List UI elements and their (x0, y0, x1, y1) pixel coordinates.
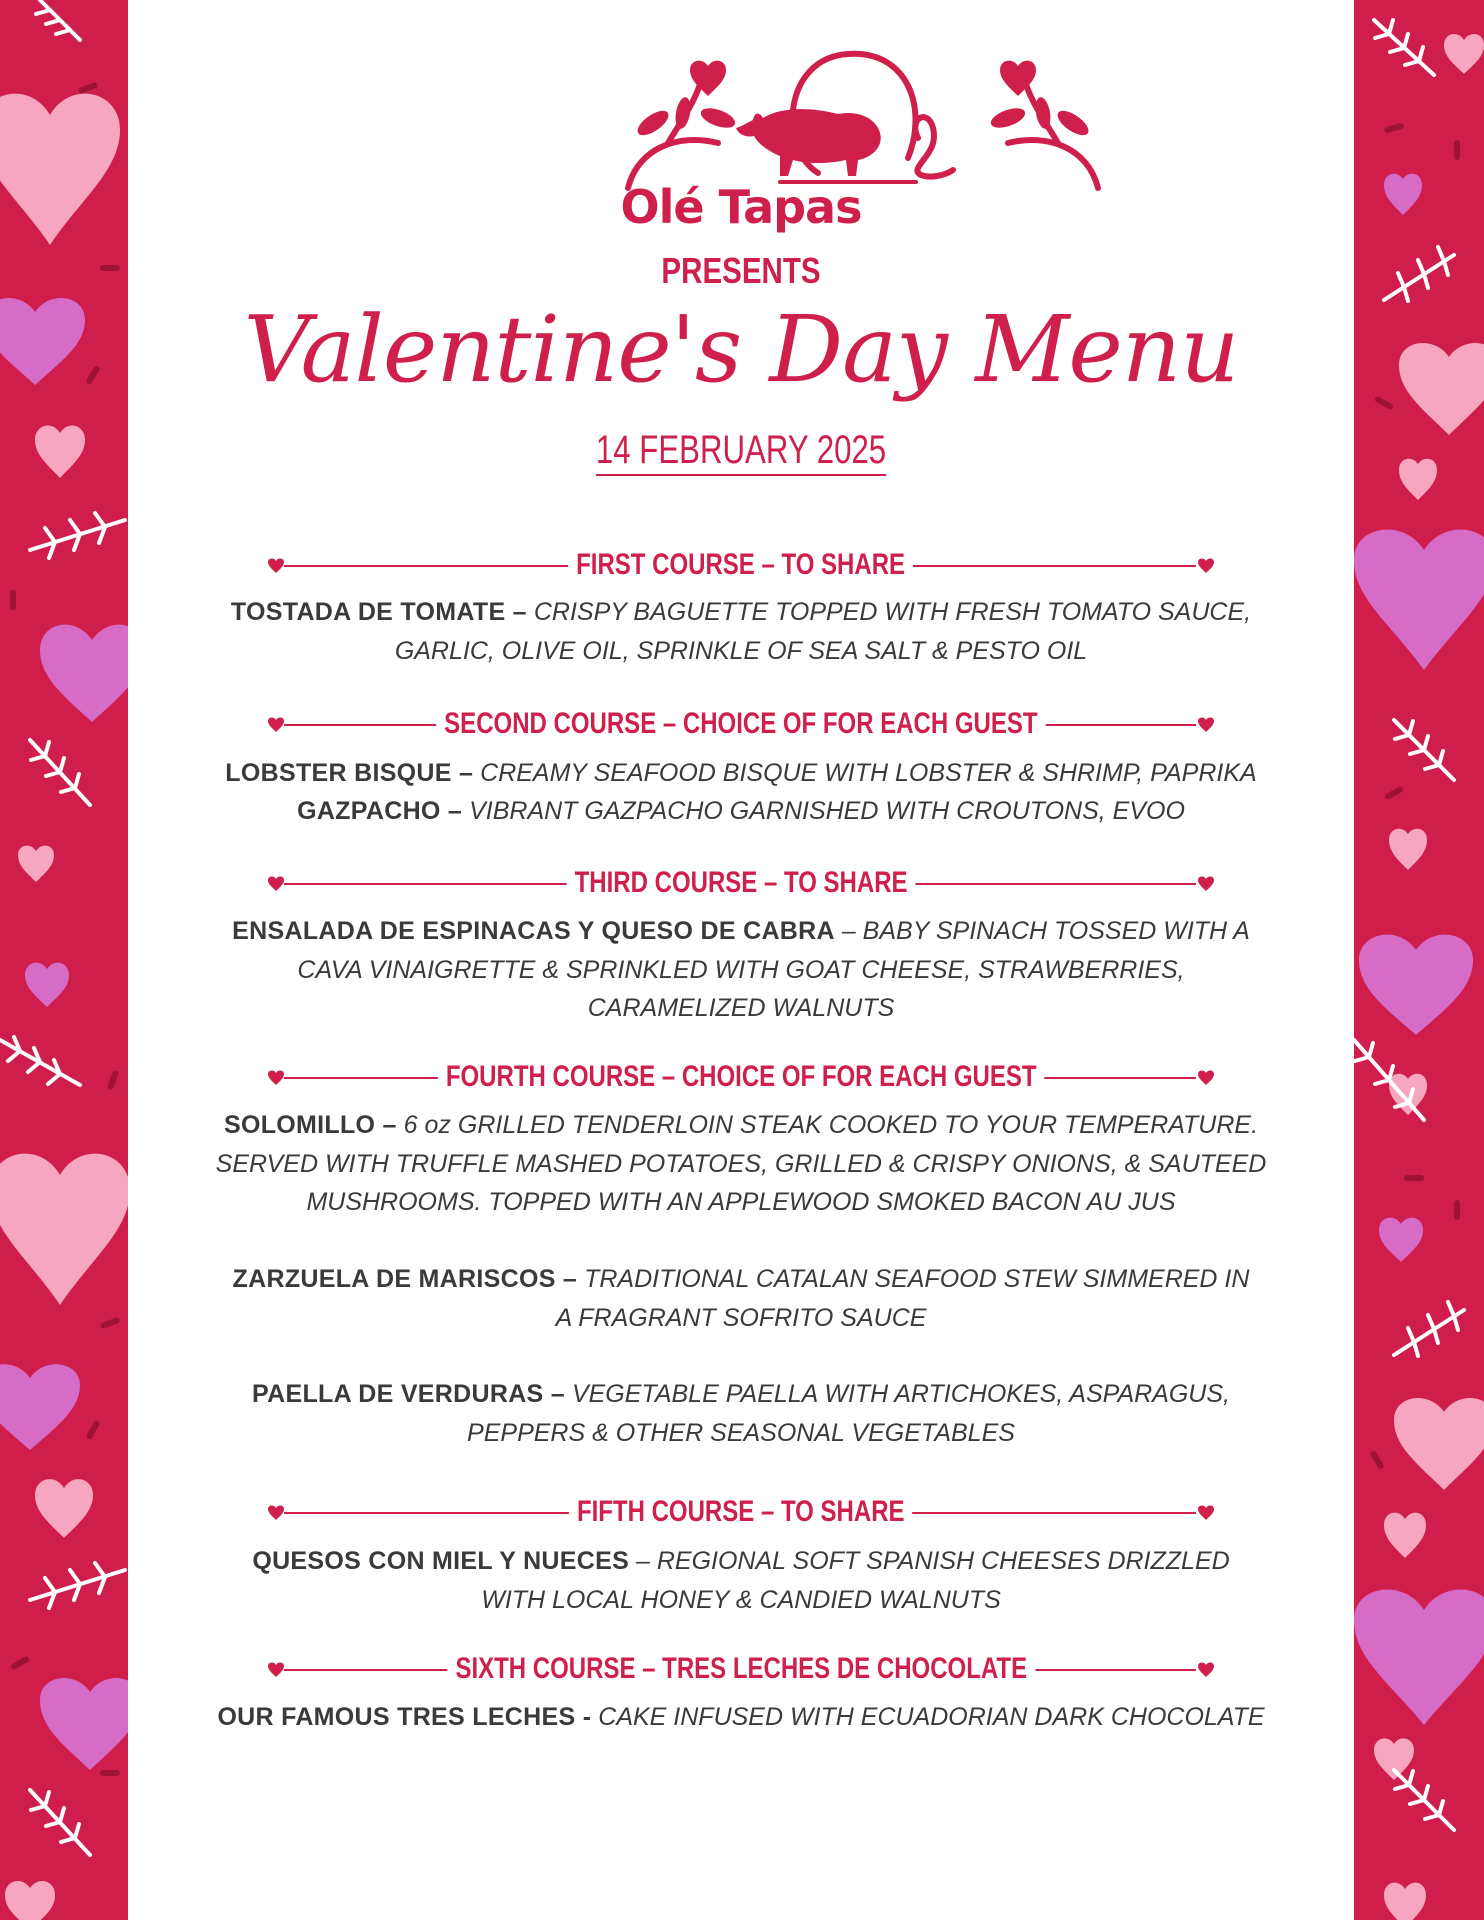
dish-description: MUSHROOMS. TOPPED WITH AN APPLEWOOD SMOKED BACON AU JUS (306, 1188, 1176, 1216)
leaf-sprig-icon (1374, 20, 1434, 75)
course-heading-4 (266, 1060, 1216, 1094)
dish-description: CARAMELIZED WALNUTS (587, 994, 895, 1022)
menu-item-lobster-bisque (188, 754, 1294, 793)
event-date (128, 428, 1354, 476)
heart-icon (1384, 1883, 1426, 1920)
heart-icon (1359, 935, 1473, 1035)
dish-description: A FRAGRANT SOFRITO SAUCE (555, 1303, 927, 1332)
heart-icon (18, 846, 54, 882)
heart-icon (1444, 34, 1484, 74)
course-title: THIRD COURSE – TO SHARE (266, 866, 1216, 900)
heart-icon (1374, 1738, 1414, 1780)
dish-description: VIBRANT GAZPACHO GARNISHED WITH CROUTONS, EVOO (469, 797, 1185, 825)
course-title: FIFTH COURSE – TO SHARE (266, 1495, 1216, 1529)
heart-icon (35, 426, 85, 478)
heart-icon (25, 963, 69, 1007)
right-decorative-border (1354, 0, 1484, 1920)
dish-name: GAZPACHO – (297, 797, 463, 825)
menu-item-solomillo (188, 1106, 1294, 1222)
dish-description: PEPPERS & OTHER SEASONAL VEGETABLES (467, 1418, 1015, 1447)
heart-icon (40, 625, 128, 722)
menu-item-tostada (188, 593, 1294, 670)
dish-description: VEGETABLE PAELLA WITH ARTICHOKES, ASPARAGUS, (571, 1380, 1230, 1408)
dish-name: OUR FAMOUS TRES LECHES - (217, 1703, 592, 1731)
dish-description: CAVA VINAIGRETTE & SPRINKLED WITH GOAT CHEESE, STRAWBERRIES, (297, 955, 1185, 984)
course-heading-6 (266, 1652, 1216, 1686)
heart-icon (35, 1479, 93, 1538)
course-heading-3 (266, 866, 1216, 900)
heart-icon (1384, 174, 1422, 215)
menu-page (128, 0, 1354, 1920)
leaf-sprig-icon (30, 740, 90, 805)
left-decorative-border (0, 0, 128, 1920)
menu-item-gazpacho (188, 792, 1294, 831)
dish-description: 6 oz GRILLED TENDERLOIN STEAK COOKED TO YOUR TEMPERATURE. (403, 1111, 1259, 1139)
heart-icon (5, 1881, 55, 1920)
leaf-sprig-icon (1384, 247, 1454, 301)
dish-name: ZARZUELA DE MARISCOS – (232, 1265, 578, 1293)
hearts-pattern-right (1354, 0, 1484, 1920)
course-heading-2 (266, 707, 1216, 741)
leaf-sprig-icon (1394, 720, 1454, 780)
page-title: Valentine's Day Menu (243, 296, 1239, 403)
heart-icon (1399, 459, 1437, 500)
heart-icon (1399, 343, 1484, 435)
dish-name: ENSALADA DE ESPINACAS Y QUESO DE CABRA (232, 917, 835, 945)
course-title: FIRST COURSE – TO SHARE (266, 548, 1216, 582)
dish-description: CAKE INFUSED WITH ECUADORIAN DARK CHOCOLATE (598, 1703, 1265, 1731)
heart-icon (0, 298, 85, 385)
heart-icon (1354, 529, 1484, 670)
brand-name: Olé Tapas (620, 180, 862, 234)
heart-icon (40, 1678, 128, 1770)
course-heading-5 (266, 1495, 1216, 1529)
heart-icon (1394, 1398, 1484, 1490)
event-date-text: 14 FEBRUARY 2025 (596, 428, 886, 476)
heart-icon (0, 1364, 80, 1450)
course-title: SIXTH COURSE – TRES LECHES DE CHOCOLATE (266, 1652, 1216, 1686)
heart-icon (1379, 1218, 1423, 1262)
leaf-sprig-icon (30, 513, 125, 558)
leaf-sprig-icon (30, 1790, 90, 1855)
course-title: FOURTH COURSE – CHOICE OF FOR EACH GUEST (266, 1060, 1216, 1094)
course-title: SECOND COURSE – CHOICE OF FOR EACH GUEST (266, 707, 1216, 741)
menu-item-zarzuela (188, 1260, 1294, 1337)
menu-item-ensalada (188, 912, 1294, 1028)
leaf-sprig-icon (36, 0, 80, 40)
dish-name: QUESOS CON MIEL Y NUECES (252, 1547, 630, 1575)
presents-label: PRESENTS (661, 250, 821, 291)
heart-icon (1384, 1513, 1426, 1558)
leaf-sprig-icon (0, 1037, 80, 1085)
dish-description: SERVED WITH TRUFFLE MASHED POTATOES, GRILLED & CRISPY ONIONS, & SAUTEED (215, 1149, 1267, 1178)
dish-name: TOSTADA DE TOMATE – (230, 598, 527, 626)
dish-name: SOLOMILLO – (223, 1111, 397, 1139)
dish-description: WITH LOCAL HONEY & CANDIED WALNUTS (481, 1585, 1001, 1614)
leaf-sprig-icon (30, 1563, 125, 1608)
leaf-sprig-icon (1394, 1302, 1464, 1356)
heart-icon (0, 1154, 128, 1305)
course-heading-1 (266, 548, 1216, 582)
dish-description: GARLIC, OLIVE OIL, SPRINKLE OF SEA SALT & PESTO OIL (394, 636, 1088, 665)
dish-name: PAELLA DE VERDURAS – (252, 1380, 565, 1408)
leaf-sprig-icon (1394, 1770, 1454, 1830)
menu-item-quesos (188, 1542, 1294, 1619)
dish-name: LOBSTER BISQUE – (225, 759, 474, 787)
menu-item-tres-leches (188, 1698, 1294, 1737)
dish-description: CRISPY BAGUETTE TOPPED WITH FRESH TOMATO SAUCE, (533, 598, 1252, 626)
dish-description: TRADITIONAL CATALAN SEAFOOD STEW SIMMERED IN (584, 1265, 1250, 1293)
hearts-pattern-left (0, 0, 128, 1920)
heart-icon (1354, 1589, 1484, 1725)
dish-description: CREAMY SEAFOOD BISQUE WITH LOBSTER & SHRIMP, PAPRIKA (480, 759, 1257, 787)
dish-description: – BABY SPINACH TOSSED WITH A (841, 917, 1250, 945)
heart-icon (1389, 829, 1427, 870)
menu-item-paella (188, 1375, 1294, 1452)
heart-icon (0, 94, 120, 245)
dish-description: – REGIONAL SOFT SPANISH CHEESES DRIZZLED (636, 1547, 1230, 1575)
